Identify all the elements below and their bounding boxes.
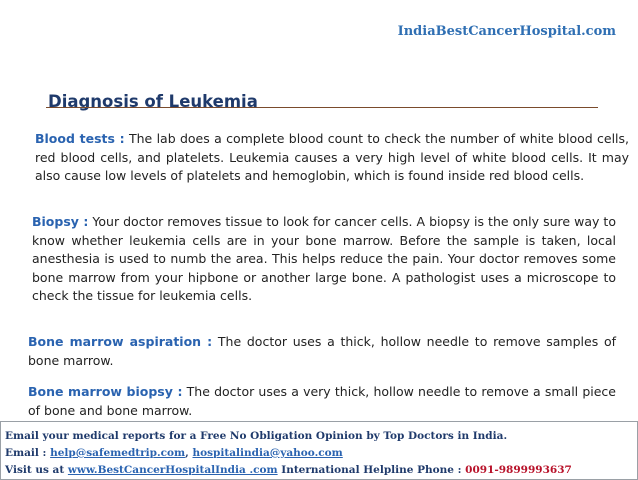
section-text: The doctor uses a thick, hollow needle to remove samples of bone marrow. [28, 334, 616, 368]
section-lead: Biopsy : [32, 214, 89, 229]
email-separator: , [185, 447, 193, 459]
section-bone-marrow-aspiration [28, 333, 616, 370]
page-title: Diagnosis of Leukemia [48, 92, 258, 111]
email-link-safemedtrip[interactable]: help@safemedtrip.com [50, 447, 186, 459]
section-text: Your doctor removes tissue to look for cancer cells. A biopsy is the only sure way to know whether leukemia cells are in your bone marrow. Before the sample is taken, local anesthesia is used to numb the area. This helps reduce the pain. Your doctor removes some bone marrow from your hipbone or another large bone. A pathologist uses a microscope to check the tissue for leukemia cells. [32, 214, 616, 303]
helpline-label: International Helpline Phone : [277, 464, 466, 476]
section-biopsy [32, 213, 616, 306]
email-label: Email : [5, 447, 51, 459]
email-link-hospitalindia[interactable]: hospitalindia@yahoo.com [192, 447, 343, 459]
footer-email-line [5, 447, 343, 459]
section-blood-tests [35, 130, 629, 186]
website-link[interactable]: www.BestCancerHospitalIndia .com [67, 464, 278, 476]
section-text: The lab does a complete blood count to check the number of white blood cells, red blood cells, and platelets. Leukemia causes a very high level of white blood cells. It may also cause low levels of platelets and hemoglobin, which is found inside red blood cells. [35, 131, 629, 183]
section-lead: Bone marrow biopsy : [28, 384, 183, 399]
visit-label: Visit us at [5, 464, 68, 476]
site-name: IndiaBestCancerHospital.com [397, 24, 616, 39]
footer-visit-line [5, 464, 572, 476]
title-underline [46, 107, 598, 108]
helpline-phone: 0091-9899993637 [465, 464, 572, 476]
footer-offer-text: Email your medical reports for a Free No Obligation Opinion by Top Doctors in India. [5, 430, 508, 442]
section-text: The doctor uses a very thick, hollow needle to remove a small piece of bone and bone marrow. [28, 384, 616, 418]
section-bone-marrow-biopsy [28, 383, 616, 420]
contact-footer [0, 421, 638, 480]
section-lead: Bone marrow aspiration : [28, 334, 213, 349]
section-lead: Blood tests : [35, 131, 125, 146]
